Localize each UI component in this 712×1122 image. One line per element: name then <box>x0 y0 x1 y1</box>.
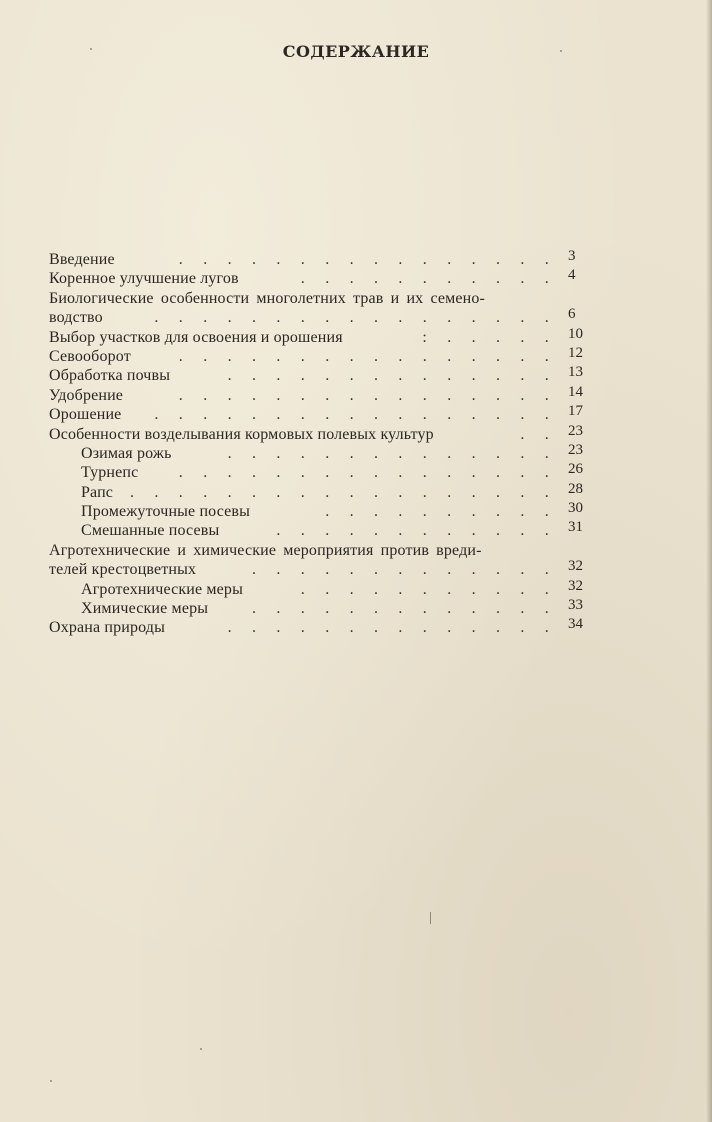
toc-entry <box>49 344 609 366</box>
paper-speck <box>430 912 431 924</box>
toc-page-number: 3 <box>568 248 576 264</box>
toc-entry-label: Орошение <box>49 406 122 424</box>
toc-leader-dots: . . . . . . . . . . . . . . . . . <box>154 406 557 424</box>
toc-entry <box>49 463 609 482</box>
toc-leader-dots: . . . . . . . . . . . <box>300 270 557 288</box>
toc-entry-label: Охрана природы <box>49 619 165 637</box>
toc-page-number: 31 <box>568 519 583 536</box>
toc-entry-label: Турнепс <box>81 464 139 482</box>
toc-leader-dots: . . . . . . . . . . . . . . . . . . <box>130 483 557 501</box>
toc-entry-label: Смешанные посевы <box>81 522 220 540</box>
toc-leader-dots: . . . . . . . . . . . . <box>276 522 557 540</box>
toc-entry <box>49 289 609 308</box>
toc-entry-label: Агротехнические меры <box>81 580 243 598</box>
toc-leader-dots: . . . . . . . . . . . . . . . . <box>178 464 557 482</box>
toc-entry-label: Озимая рожь <box>81 444 172 462</box>
toc-leader-dots: . . . . . . . . . . . . . . <box>227 619 557 637</box>
toc-entry <box>49 422 609 444</box>
toc-entry-label: Коренное улучшение лугов <box>49 270 239 288</box>
toc-page-number: 32 <box>568 558 583 575</box>
toc-entry-label: Удобрение <box>49 386 124 404</box>
toc-entry-label: Биологические особенности многолетних трав и их семено- <box>49 289 486 307</box>
paper-speck <box>200 1048 202 1050</box>
toc-page-number: 12 <box>568 344 583 361</box>
toc-page-number: 26 <box>568 461 583 478</box>
toc-leader-dots: . . . . . . . . . . . . . . <box>227 367 557 385</box>
toc-entry-label: Обработка почвы <box>49 367 171 385</box>
toc-entry-label: телей крестоцветных <box>49 561 197 579</box>
toc-leader-dots: . . <box>520 425 557 443</box>
toc-entry-label: Севооборот <box>49 347 131 365</box>
toc-entry-label: Химические меры <box>81 600 209 618</box>
toc-entry <box>49 541 609 560</box>
toc-page-number: 14 <box>568 383 583 400</box>
toc-page-number: 17 <box>568 403 583 420</box>
toc-leader-dots: . . . . . . . . . . . <box>300 580 557 598</box>
toc-page-number: 6 <box>568 306 576 323</box>
table-of-contents <box>49 250 609 638</box>
toc-entry <box>49 383 609 405</box>
toc-entry <box>49 502 609 521</box>
toc-leader-dots: . . . . . . . . . . . . . . . . <box>178 347 557 365</box>
toc-entry-label: водство <box>49 309 103 327</box>
toc-entry <box>49 250 609 269</box>
toc-entry <box>49 599 609 618</box>
page-edge-shadow <box>706 0 712 1122</box>
toc-entry-label: Выбор участков для освоения и орошения <box>49 328 343 346</box>
toc-entry <box>49 618 609 637</box>
toc-page-number: 34 <box>568 616 583 633</box>
toc-entry <box>49 325 609 347</box>
toc-entry-label: Агротехнические и химические мероприятия против вреди- <box>49 541 482 559</box>
toc-entry <box>49 366 609 385</box>
toc-page-number: 23 <box>568 441 583 458</box>
toc-entry <box>49 441 609 463</box>
toc-page-number: 33 <box>568 597 583 614</box>
toc-leader-dots: . . . . . . . . . . . . . . <box>227 444 557 462</box>
toc-leader-dots: . . . . . . . . . . . . . . . . <box>178 386 557 404</box>
toc-page-number: 13 <box>568 364 583 381</box>
toc-page-number: 4 <box>568 267 576 284</box>
toc-leader-dots: . . . . . . . . . . . . . <box>252 561 557 579</box>
toc-leader-dots: . . . . . . . . . . . . . . . . <box>178 251 557 268</box>
toc-page-number: 30 <box>568 500 583 517</box>
toc-leader-dots: . . . . . . . . . . <box>325 503 557 521</box>
toc-leader-dots: . . . . . . . . . . . . . . . . . <box>154 309 557 327</box>
toc-page-number: 23 <box>568 422 583 439</box>
toc-entry <box>49 308 609 327</box>
toc-entry <box>49 577 609 599</box>
paper-speck <box>50 1080 52 1082</box>
paper-speck <box>90 48 92 50</box>
toc-entry-label: Особенности возделывания кормовых полевых культур <box>49 425 434 443</box>
toc-entry-label: Введение <box>49 251 115 268</box>
toc-leader-dots: : . . . . . <box>422 328 557 346</box>
toc-page-number: 10 <box>568 325 583 342</box>
toc-entry <box>49 560 609 579</box>
toc-entry <box>49 269 609 288</box>
toc-entry-label: Рапс <box>81 483 114 501</box>
toc-entry <box>49 480 609 502</box>
paper-speck <box>560 50 562 52</box>
toc-entry <box>49 405 609 424</box>
toc-page-number: 32 <box>568 577 583 594</box>
toc-leader-dots: . . . . . . . . . . . . . <box>252 600 557 618</box>
page-title: СОДЕРЖАНИЕ <box>282 42 430 61</box>
toc-page-number: 28 <box>568 480 583 497</box>
toc-entry-label: Промежуточные посевы <box>81 503 251 521</box>
toc-entry <box>49 521 609 540</box>
